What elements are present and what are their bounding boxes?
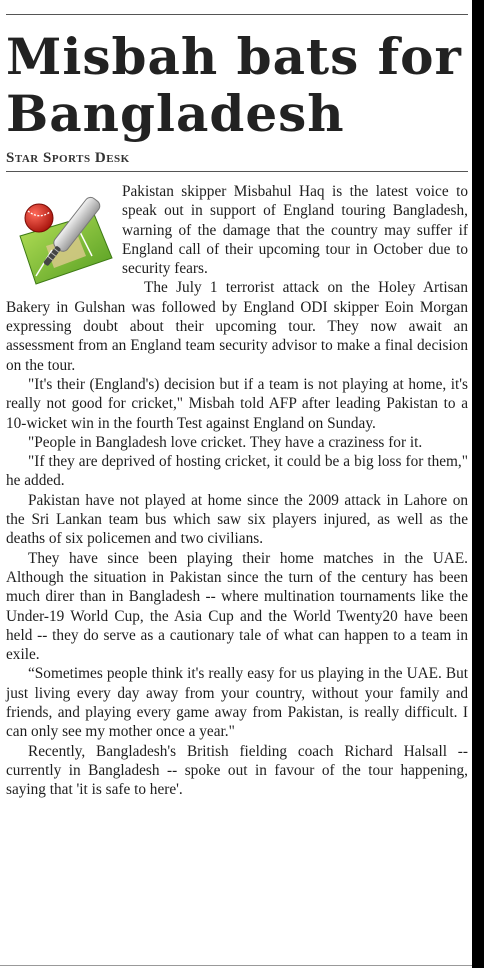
paragraph: "If they are deprived of hosting cricket, it could be a big loss for them," he added. [6,453,468,490]
byline: Star Sports Desk [6,150,130,166]
article [6,28,468,800]
headline-line-1: Misbah bats for [6,27,462,86]
headline-line-2: Bangladesh [6,84,345,143]
paragraph: Pakistan have not played at home since the 2009 attack in Lahore on the Sri Lankan team bus which saw six players injured, as well as the deaths of six policemen and two civilians. [6,491,468,548]
bottom-divider [0,965,472,966]
paragraph: Recently, Bangladesh's British fielding coach Richard Halsall -- currently in Bangladesh -- spoke out in favour of the tour happening, saying that 'it is safe to here'. [6,742,468,799]
page-edge-bar [472,0,484,968]
paragraph: The July 1 terrorist attack on the Holey Artisan Bakery in Gulshan was followed by England ODI skipper Eoin Morgan expressing doubt about their upcoming tour. They now await an assessment from an England team security advisor to make a final decision on the tour. [6,279,468,374]
paragraph: They have since been playing their home matches in the UAE. Although the situation in Pakistan since the turn of the century has been much direr than in Bangladesh -- where multination tournaments like the Under-19 World Cup, the Asia Cup and the World Twenty20 have been held -- they do serve as a cautionary tale of what can happen to a team in exile. [6,549,468,664]
paragraph: Pakistan skipper Misbahul Haq is the latest voice to speak out in support of England touring Bangladesh, warning of the damage that the country may suffer if England call of their upcoming tour in October due to security fears. [122,183,468,278]
top-divider [6,14,468,15]
paragraph: "It's their (England's) decision but if a team is not playing at home, it's really not good for cricket," Misbah told AFP after leading Pakistan to a 10-wicket win in the fourth Test against England on Sunday. [6,375,468,432]
paragraph: "People in Bangladesh love cricket. They have a craziness for it. [28,433,423,451]
byline-divider [6,171,468,172]
paragraph: “Sometimes people think it's really easy for us playing in the UAE. But just living every day away from your country, without your family and friends, and playing every game away from Pakistan, is really difficult. I can only see my mother once a year." [6,665,468,741]
cricket-bat-ball-pitch-icon [6,184,114,286]
article-body [6,182,468,800]
headline [6,28,468,142]
